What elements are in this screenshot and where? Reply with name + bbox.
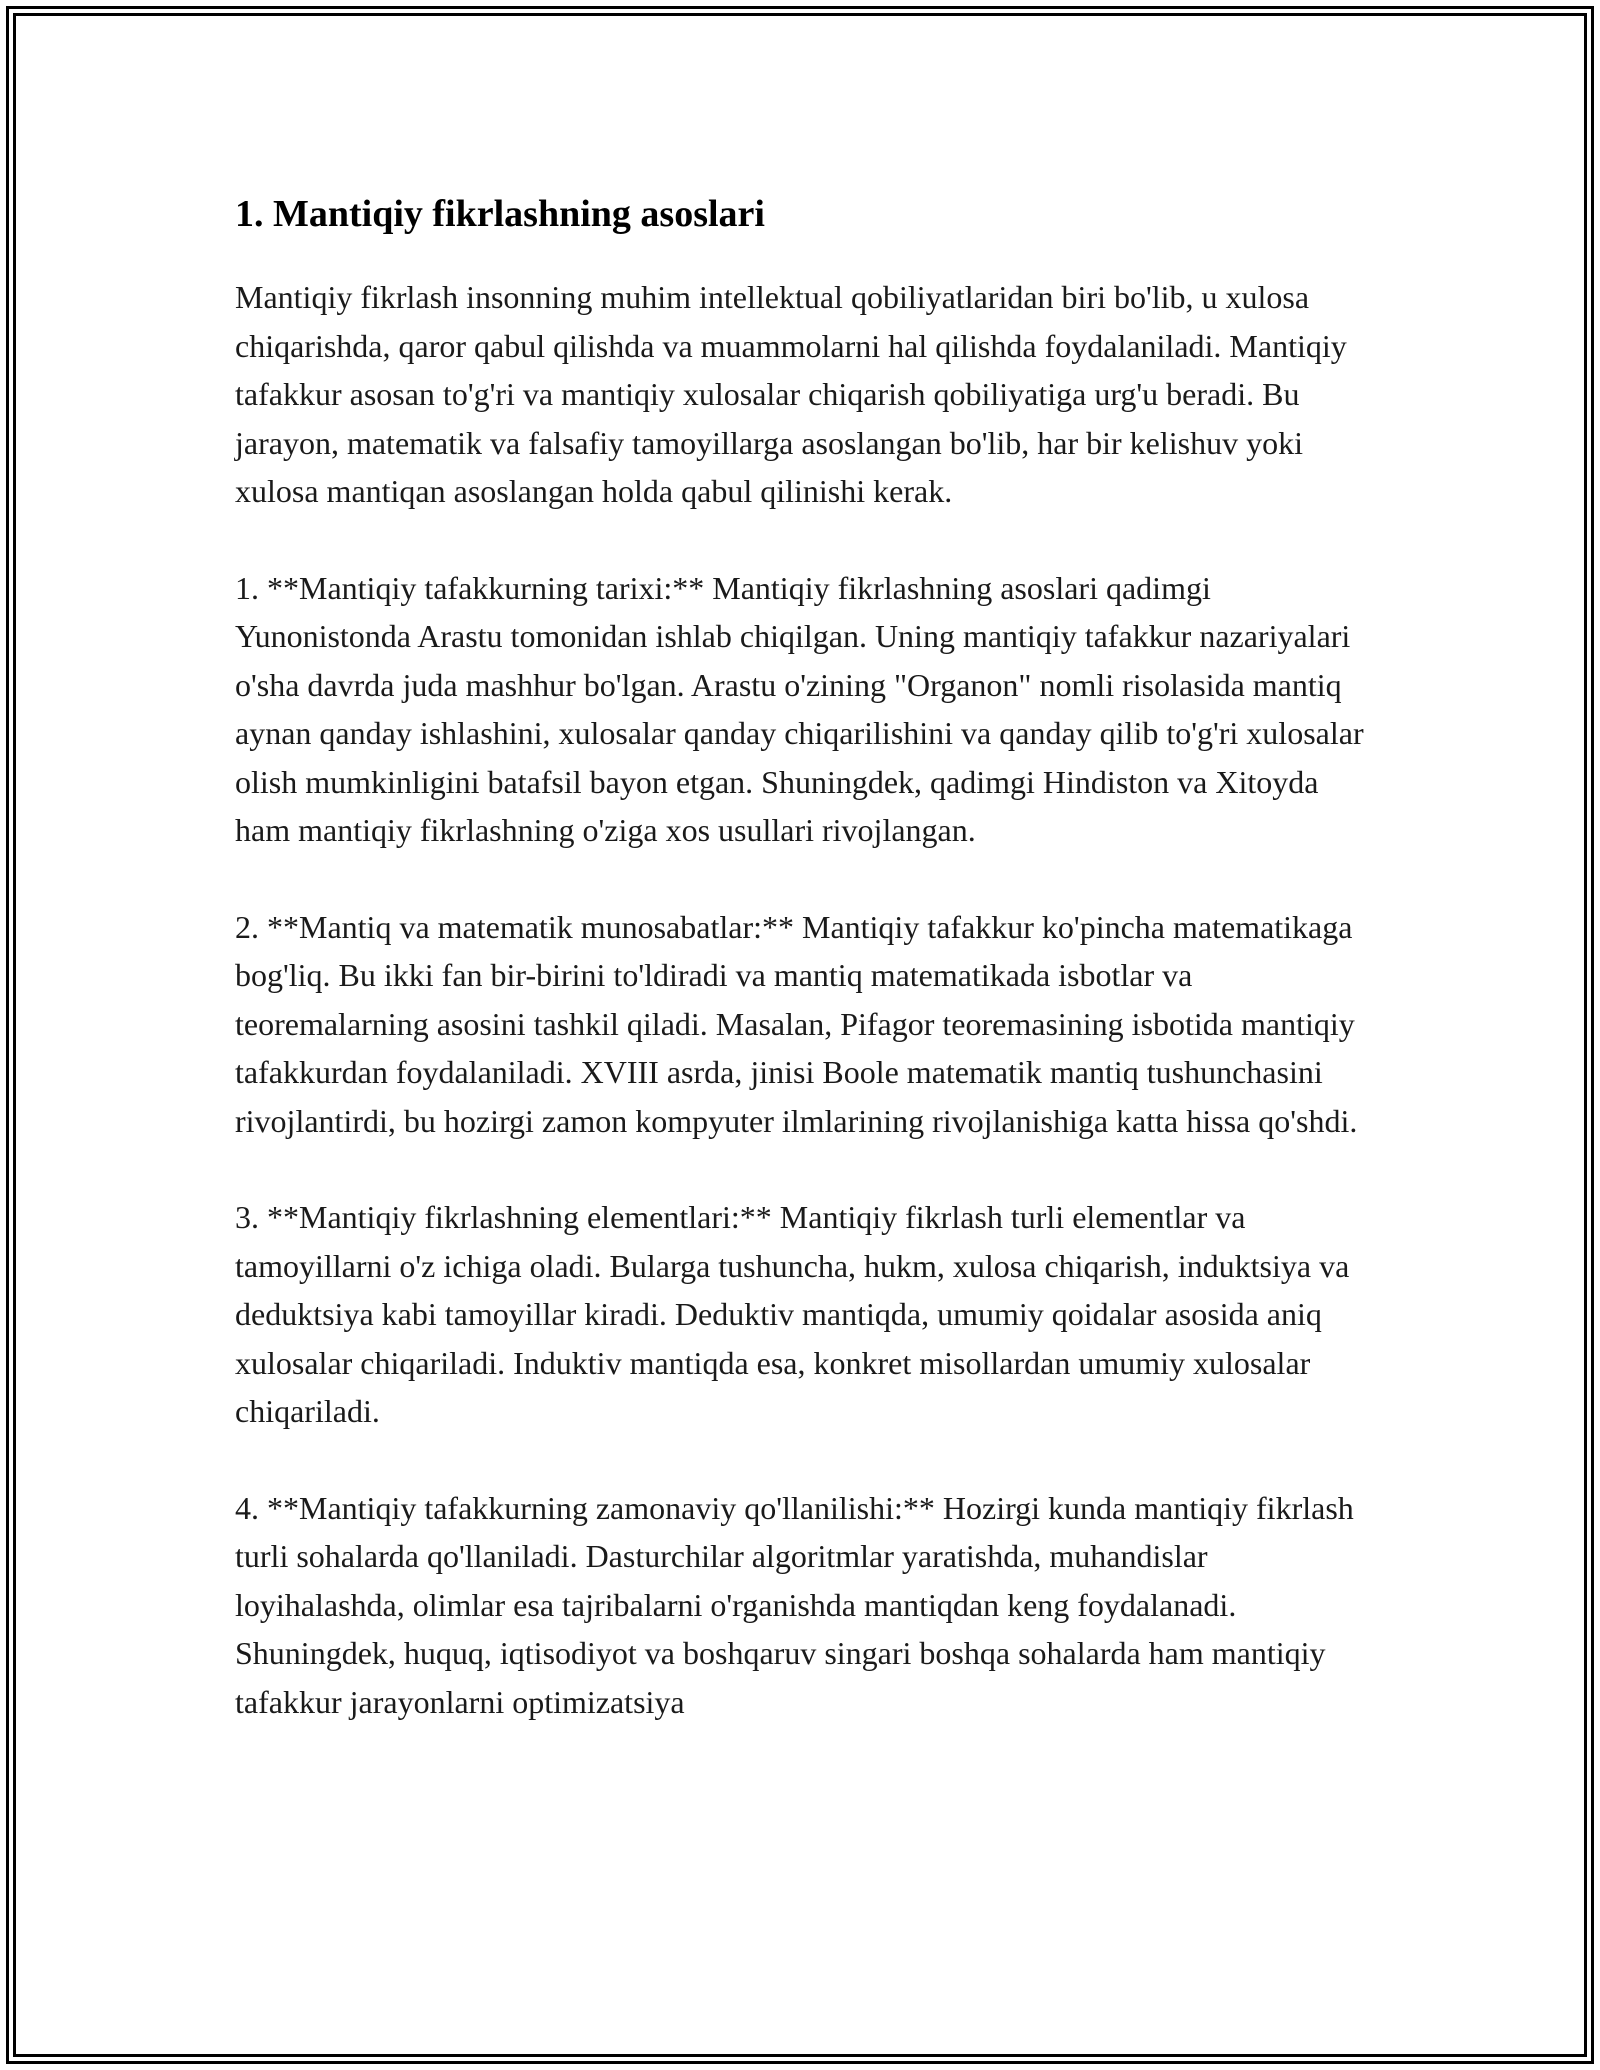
paragraph-intro: Mantiqiy fikrlash insonning muhim intellektual qobiliyatlaridan biri bo'lib, u xulosa chiqarishda, qaror qabul qilishda va muammolarni hal qilishda foydalaniladi. Mantiqiy tafakkur asosan to'g'ri va mantiqiy xulosalar chiqarish qobiliyatiga urg'u beradi. Bu jarayon, matematik va falsafiy tamoyillarga asoslangan bo'lib, har bir kelishuv yoki xulosa mantiqan asoslangan holda qabul qilinishi kerak. [235, 279, 1347, 509]
document-body [235, 185, 1380, 1774]
paragraph-history: 1. **Mantiqiy tafakkurning tarixi:** Mantiqiy fikrlashning asoslari qadimgi Yunonistonda Arastu tomonidan ishlab chiqilgan. Uning mantiqiy tafakkur nazariyalari o'sha davrda juda mashhur bo'lgan. Arastu o'zining "Organon" nomli risolasida mantiq aynan qanday ishlashini, xulosalar qanday chiqarilishini va qanday qilib to'g'ri xulosalar olish mumkinligini batafsil bayon etgan. Shuningdek, qadimgi Hindiston va Xitoyda ham mantiqiy fikrlashning o'ziga xos usullari rivojlangan. [235, 569, 1364, 848]
paragraph-math-relations: 2. **Mantiq va matematik munosabatlar:** Mantiqiy tafakkur ko'pincha matematikaga bog'liq. Bu ikki fan bir-birini to'ldiradi va mantiq matematikada isbotlar va teoremalarning asosini tashkil qiladi. Masalan, Pifagor teoremasining isbotida mantiqiy tafakkurdan foydalaniladi. XVIII asrda, jinisi Boole matematik mantiq tushunchasini rivojlantirdi, bu hozirgi zamon kompyuter ilmlarining rivojlanishiga katta hissa qo'shdi. [235, 908, 1358, 1139]
document-title: 1. Mantiqiy fikrlashning asoslari [235, 193, 765, 235]
paragraph-modern-usage: 4. **Mantiqiy tafakkurning zamonaviy qo'llanilishi:** Hozirgi kunda mantiqiy fikrlash turli sohalarda qo'llaniladi. Dasturchilar algoritmlar yaratishda, muhandislar loyihalashda, olimlar esa tajribalarni o'rganishda mantiqdan keng foydalanadi. Shuningdek, huquq, iqtisodiyot va boshqaruv singari boshqa sohalarda ham mantiqiy tafakkur jarayonlarni optimizatsiya [235, 1489, 1354, 1720]
paragraph-elements: 3. **Mantiqiy fikrlashning elementlari:** Mantiqiy fikrlash turli elementlar va tamoyillarni o'z ichiga oladi. Bularga tushuncha, hukm, xulosa chiqarish, induktsiya va deduktsiya kabi tamoyillar kiradi. Deduktiv mantiqda, umumiy qoidalar asosida aniq xulosalar chiqariladi. Induktiv mantiqda esa, konkret misollardan umumiy xulosalar chiqariladi. [235, 1199, 1350, 1429]
